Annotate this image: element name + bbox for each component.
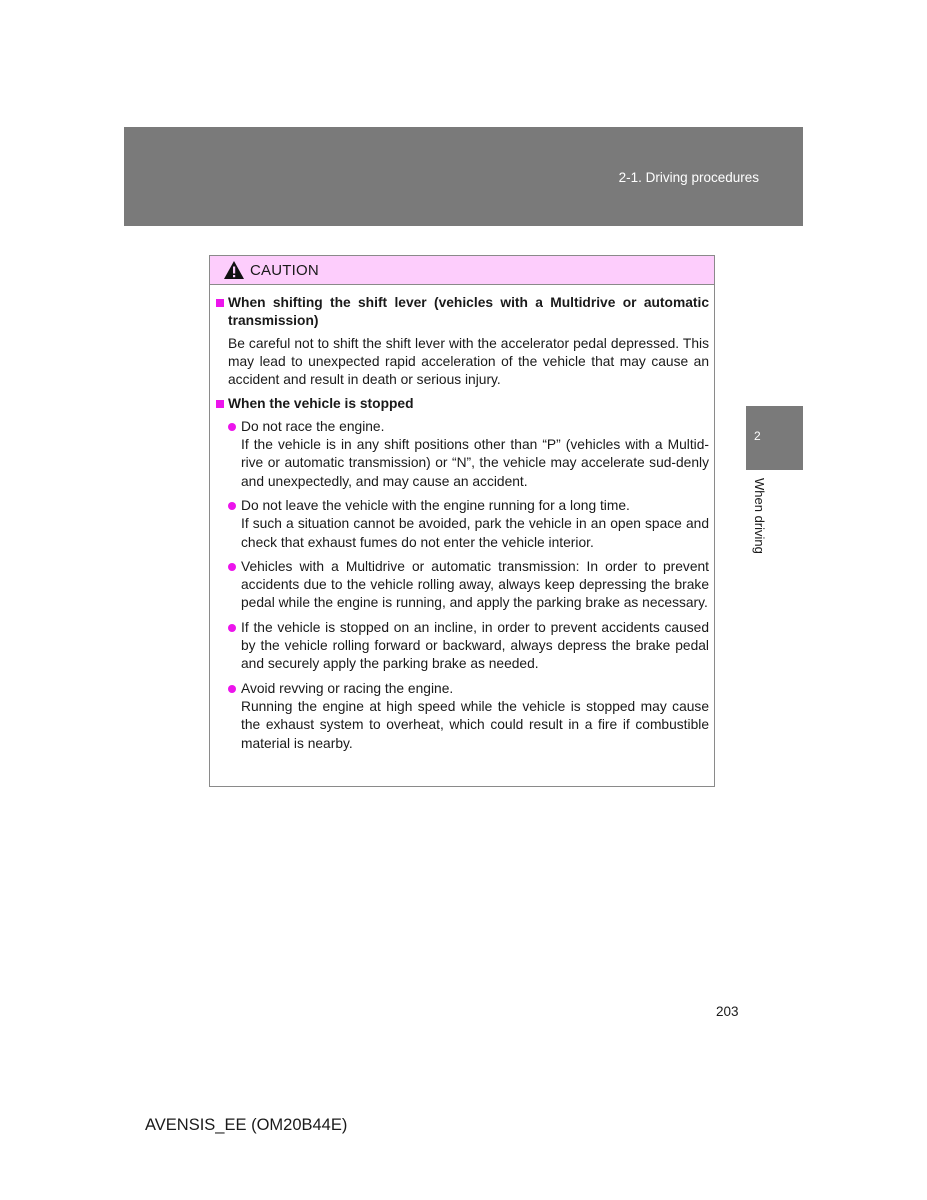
list-item <box>228 497 709 552</box>
bullet-line: Vehicles with a Multidrive or automatic transmission: In order to prevent accidents due to the vehicle rolling away, always keep depressing the brake pedal while the engine is running, and apply the parking brake as necessary. <box>241 558 709 611</box>
dot-bullet-icon <box>228 624 236 632</box>
chapter-label: When driving <box>752 478 767 554</box>
chapter-header-band <box>124 127 803 226</box>
bullet-line: Do not leave the vehicle with the engine running for a long time. <box>241 497 630 513</box>
bullet-detail: If such a situation cannot be avoided, park the vehicle in an open space and check that exhaust fumes do not enter the vehicle interior. <box>241 516 709 550</box>
caution-header <box>210 256 714 285</box>
bullet-detail: Running the engine at high speed while the vehicle is stopped may cause the exhaust system to overheat, which could result in a fire if combustible material is nearby. <box>241 698 709 751</box>
vehicle-stopped-bullet-list <box>228 418 709 753</box>
dot-bullet-icon <box>228 423 236 431</box>
page-number: 203 <box>716 1004 739 1019</box>
list-item <box>228 680 709 753</box>
chapter-tab <box>746 406 803 470</box>
dot-bullet-icon <box>228 563 236 571</box>
bullet-detail: If the vehicle is in any shift positions other than “P” (vehicles with a Multid-rive or automatic transmission) or “N”, the vehicle may accelerate sud-denly and unexpectedly, and may cause an accident. <box>241 437 709 489</box>
section-heading-shift-lever <box>216 294 709 331</box>
caution-body <box>210 285 714 753</box>
caution-label: CAUTION <box>250 261 319 279</box>
bullet-line: If the vehicle is stopped on an incline, in order to prevent accidents caused by the vehicle rolling forward or backward, always depress the brake pedal and securely apply the parking brake as needed. <box>241 619 709 672</box>
dot-bullet-icon <box>228 502 236 510</box>
bullet-line: Do not race the engine. <box>241 418 385 434</box>
heading-text: When the vehicle is stopped <box>228 396 414 412</box>
square-bullet-icon <box>216 400 224 408</box>
dot-bullet-icon <box>228 685 236 693</box>
bullet-line: Avoid revving or racing the engine. <box>241 680 454 696</box>
caution-box <box>209 255 715 787</box>
list-item <box>228 619 709 674</box>
list-item <box>228 558 709 613</box>
chapter-number: 2 <box>754 429 761 443</box>
list-item <box>228 418 709 491</box>
section-heading-vehicle-stopped <box>216 395 709 413</box>
shift-lever-paragraph: Be careful not to shift the shift lever with the accelerator pedal depressed. This may lead to unexpected rapid acceleration of the vehicle that may cause an accident and result in death or serious injury. <box>228 335 709 388</box>
section-title: 2-1. Driving procedures <box>618 170 759 185</box>
heading-text: When shifting the shift lever (vehicles with a Multidrive or automatic transmission) <box>228 295 709 329</box>
document-code: AVENSIS_EE (OM20B44E) <box>145 1116 348 1134</box>
warning-triangle-icon <box>223 260 245 280</box>
square-bullet-icon <box>216 299 224 307</box>
